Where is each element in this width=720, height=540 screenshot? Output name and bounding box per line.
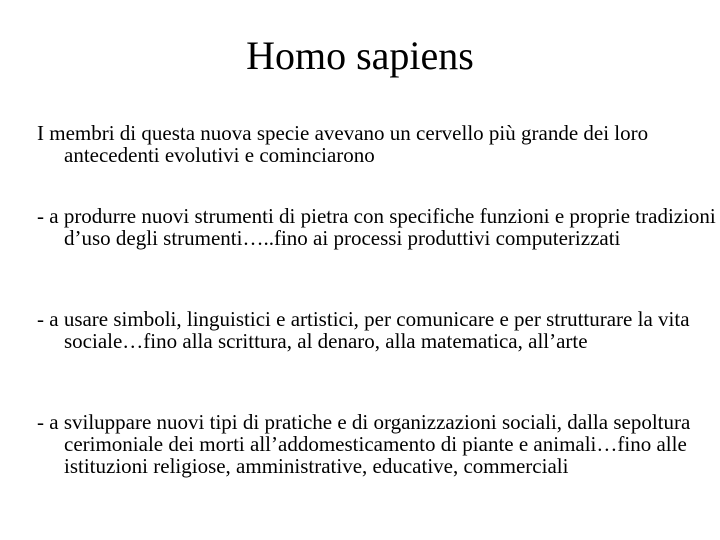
intro-paragraph: I membri di questa nuova specie avevano un cervello più grande dei loro antecedenti evolutivi e cominciarono [37, 121, 649, 167]
bullet-symbols: - a usare simboli, linguistici e artistici, per comunicare e per strutturare la vita sociale…fino alla scrittura, al denaro, alla matematica, all’arte [37, 307, 690, 353]
bullet-tools: - a produrre nuovi strumenti di pietra con specifiche funzioni e proprie tradizioni d’uso degli strumenti…..fino ai processi produttivi computerizzati [37, 204, 716, 250]
slide-title: Homo sapiens [246, 33, 474, 78]
bullet-social-practices: - a sviluppare nuovi tipi di pratiche e di organizzazioni sociali, dalla sepoltura cerimoniale dei morti all’addomesticamento di piante e animali…fino alle istituzioni religiose, amministrative, educative, commerciali [37, 410, 691, 478]
